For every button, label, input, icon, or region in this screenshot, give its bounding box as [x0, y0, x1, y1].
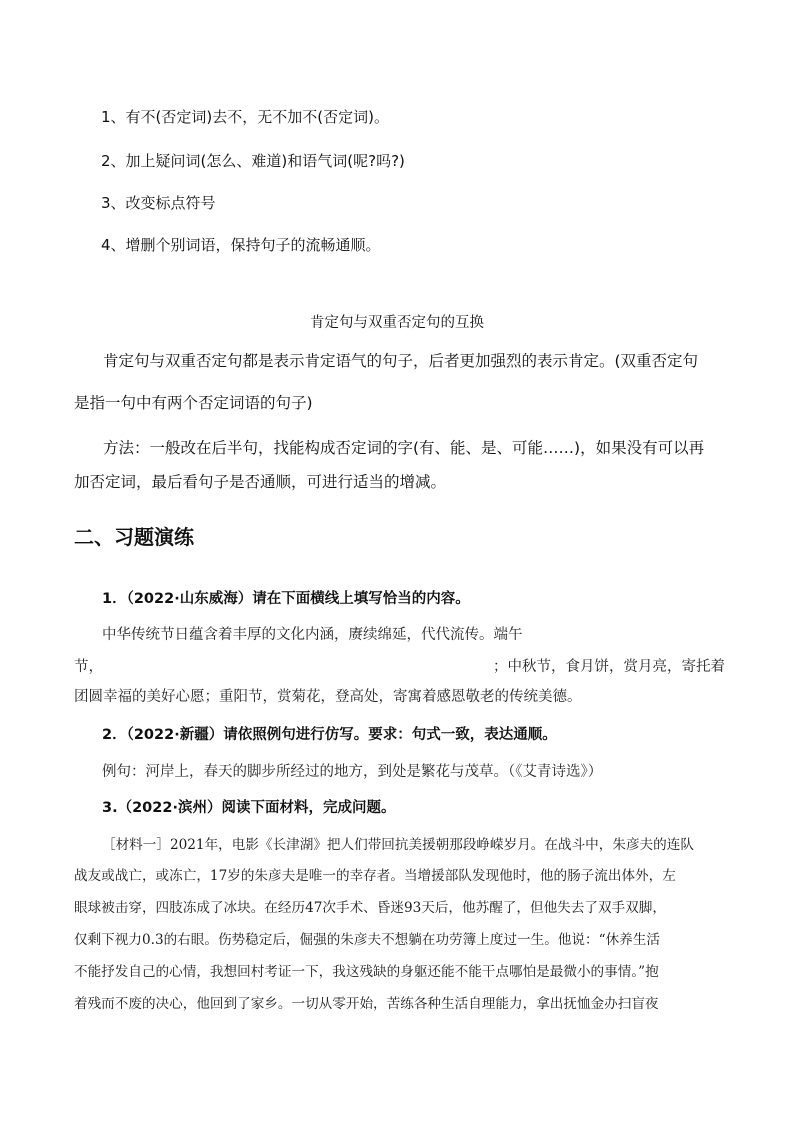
intro-paragraph-line-2: 是指一句中有两个否定词语的句子) [74, 394, 313, 412]
method-paragraph-line-1: 方法：一般改在后半句，找能构成否定词的字(有、能、是、可能……)，如果没有可以再 [103, 439, 705, 457]
question-1-title: 1．（2022·山东威海）请在下面横线上填写恰当的内容。 [102, 591, 470, 607]
rule-item-2: 2、加上疑问词(怎么、难道)和语气词(呢?吗?) [101, 152, 405, 170]
section-subtitle: 肯定句与双重否定句的互换 [310, 315, 484, 331]
section-heading: 二、习题演练 [74, 525, 194, 549]
material-line-3: 眼球被击穿，四肢冻成了冰块。在经历47次手术、昏迷93天后，他苏醒了，但他失去了双手双脚， [74, 900, 666, 916]
material-line-4: 仅剩下视力0.3的右眼。伤势稳定后，倔强的朱彦夫不想躺在功劳簿上度过一生。他说：“休养生活 [74, 932, 660, 948]
question-1-text-line-2a: 节， [74, 659, 103, 675]
rule-item-1: 1、有不(否定词)去不，无不加不(否定词)。 [101, 108, 389, 126]
question-2-example: 例句：河岸上，春天的脚步所经过的地方，到处是繁花与茂草。（《艾青诗选》） [102, 764, 603, 780]
intro-paragraph-line-1: 肯定句与双重否定句都是表示肯定语气的句子，后者更加强烈的表示肯定。(双重否定句 [103, 352, 699, 370]
question-1-text-line-2b: ；中秋节，食月饼，赏月亮，寄托着 [493, 659, 725, 675]
rule-item-4: 4、增删个别词语，保持句子的流畅通顺。 [101, 236, 381, 254]
question-3-title: 3.（2022·滨州）阅读下面材料，完成问题。 [102, 800, 396, 816]
material-line-1: ［材料一］2021年，电影《长津湖》把人们带回抗美援朝那段峥嵘岁月。在战斗中，朱彦夫的连队 [102, 837, 694, 853]
rule-item-3: 3、改变标点符号 [101, 194, 216, 212]
question-1-text-line-3: 团圆幸福的美好心愿；重阳节，赏菊花，登高处，寄寓着感恩敬老的传统美德。 [74, 689, 582, 705]
material-line-5: 不能抒发自己的心情，我想回村考证一下，我这残缺的身躯还能不能干点哪怕是最微小的事情。”抱 [74, 964, 659, 980]
method-paragraph-line-2: 加否定词，最后看句子是否通顺，可进行适当的增减。 [74, 473, 447, 491]
material-line-6: 着残而不废的决心，他回到了家乡。一切从零开始，苦练各种生活自理能力，拿出抚恤金办扫盲夜 [74, 996, 659, 1012]
question-1-text-line-1: 中华传统节日蕴含着丰厚的文化内涵，赓续绵延，代代流传。端午 [102, 627, 523, 643]
question-2-title: 2．（2022·新疆）请依照例句进行仿写。要求：句式一致，表达通顺。 [102, 727, 557, 743]
material-line-2: 战友或战亡，或冻亡，17岁的朱彦夫是唯一的幸存者。当增援部队发现他时，他的肠子流出体外，左 [74, 868, 676, 884]
